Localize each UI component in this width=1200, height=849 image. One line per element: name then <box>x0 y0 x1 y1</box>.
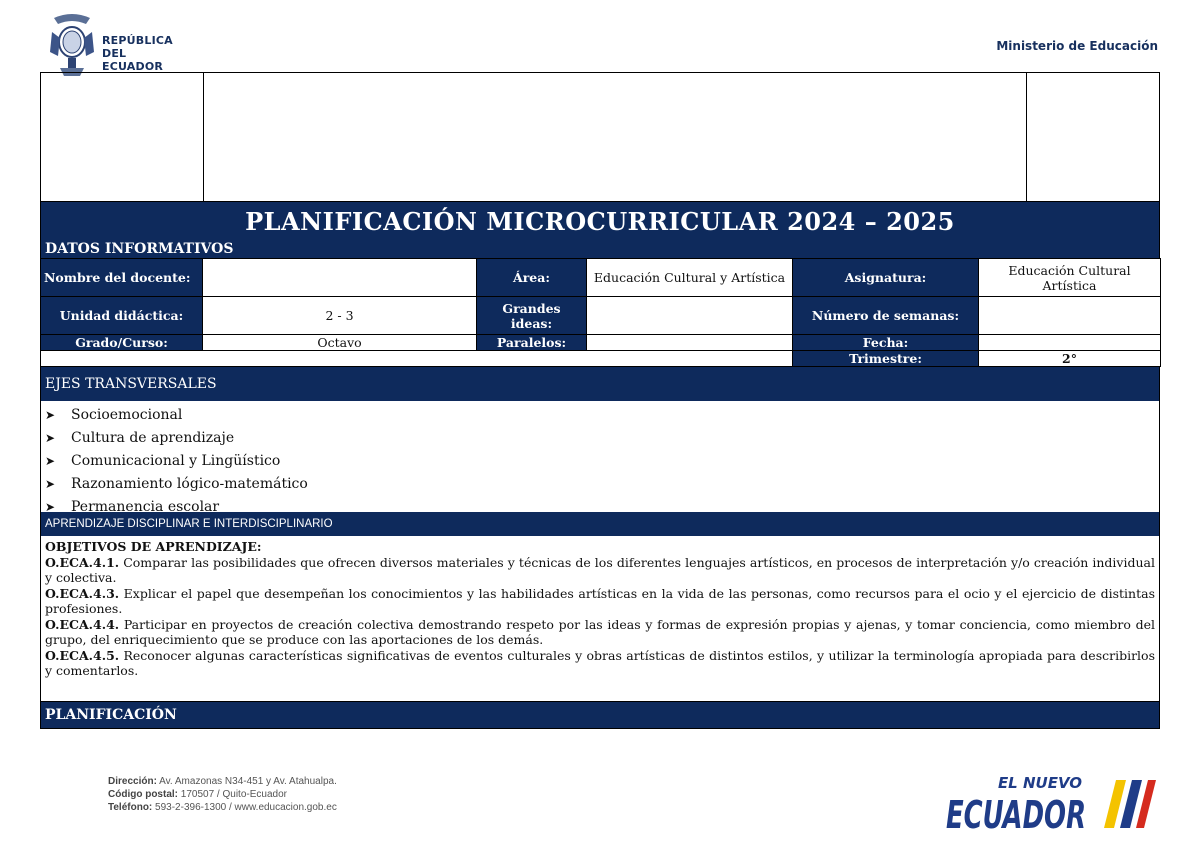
area-value[interactable]: Educación Cultural y Artística <box>587 259 793 297</box>
datos-informativos-heading: DATOS INFORMATIVOS <box>40 240 1160 258</box>
el-nuevo-ecuador-logo <box>940 772 1160 834</box>
trimestre-label: Trimestre: <box>793 351 979 367</box>
objetivo-text: Reconocer algunas características significativas de eventos culturales y obras artísticas de distintos estilos, y utilizar la terminología apropiada para describirlos y comentarlos. <box>45 647 1155 678</box>
blank-cell-left <box>41 73 204 201</box>
objetivo-text: Explicar el papel que desempeñan los conocimientos y las habilidades artísticas en la vida de las personas, como recursos para el ocio y el ejercicio de distintas profesiones. <box>45 585 1155 616</box>
ejes-list <box>40 401 1160 515</box>
planificacion-heading: PLANIFICACIÓN <box>40 701 1160 729</box>
aprendizaje-heading: APRENDIZAJE DISCIPLINAR E INTERDISCIPLINARIO <box>40 512 1160 536</box>
list-item <box>45 472 1159 495</box>
objetivos-block <box>40 536 1160 701</box>
planning-document <box>40 72 1160 729</box>
objetivo-item <box>45 586 1155 617</box>
arrow-bullet-icon: ➤ <box>45 476 56 491</box>
objetivos-heading: OBJETIVOS DE APRENDIZAJE: <box>45 539 262 554</box>
direccion-label: Dirección: <box>108 776 157 787</box>
objetivo-code: O.ECA.4.3. <box>45 585 120 601</box>
ejes-transversales-heading: EJES TRANSVERSALES <box>40 367 1160 401</box>
republica-text: REPÚBLICA <box>102 34 173 47</box>
eje-label: Cultura de aprendizaje <box>71 429 235 446</box>
list-item <box>45 449 1159 472</box>
objetivo-code: O.ECA.4.4. <box>45 616 120 632</box>
footer-address <box>108 775 337 814</box>
grandes-ideas-label: Grandes ideas: <box>477 297 587 335</box>
eje-label: Comunicacional y Lingüístico <box>71 452 281 469</box>
fecha-value[interactable] <box>979 335 1161 351</box>
ecuador-coat-of-arms-icon <box>46 12 98 78</box>
brand-big-text: ECUADOR <box>946 793 1086 834</box>
semanas-value[interactable] <box>979 297 1161 335</box>
brand-small-text: EL NUEVO <box>997 774 1083 792</box>
grado-label: Grado/Curso: <box>41 335 203 351</box>
unidad-label: Unidad didáctica: <box>41 297 203 335</box>
objetivo-code: O.ECA.4.1. <box>45 554 120 570</box>
codigo-postal-label: Código postal: <box>108 789 178 800</box>
objetivo-item <box>45 555 1155 586</box>
grandes-ideas-value[interactable] <box>587 297 793 335</box>
arrow-bullet-icon: ➤ <box>45 430 56 445</box>
objetivo-item <box>45 648 1155 679</box>
area-label: Área: <box>477 259 587 297</box>
asignatura-value[interactable]: Educación Cultural Artística <box>979 259 1161 297</box>
grado-value[interactable]: Octavo <box>203 335 477 351</box>
direccion-value: Av. Amazonas N34-451 y Av. Atahualpa. <box>156 776 337 787</box>
semanas-label: Número de semanas: <box>793 297 979 335</box>
republica-logo <box>46 12 186 80</box>
objetivo-item <box>45 617 1155 648</box>
empty-cell <box>41 351 793 367</box>
datos-informativos-table <box>40 258 1161 367</box>
telefono-value: 593-2-396-1300 / www.educacion.gob.ec <box>152 802 337 813</box>
list-item <box>45 403 1159 426</box>
eje-label: Socioemocional <box>71 406 183 423</box>
arrow-bullet-icon: ➤ <box>45 453 56 468</box>
paralelos-label: Paralelos: <box>477 335 587 351</box>
list-item <box>45 426 1159 449</box>
eje-label: Razonamiento lógico-matemático <box>71 475 308 492</box>
docente-value[interactable] <box>203 259 477 297</box>
objetivo-code: O.ECA.4.5. <box>45 647 120 663</box>
fecha-label: Fecha: <box>793 335 979 351</box>
objetivo-text: Comparar las posibilidades que ofrecen diversos materiales y técnicas de los diferentes lenguajes artísticos, en procesos de interpretación y/o creación individual y colectiva. <box>45 554 1155 585</box>
arrow-bullet-icon: ➤ <box>45 499 56 514</box>
telefono-label: Teléfono: <box>108 802 153 813</box>
blank-cell-right <box>1026 73 1159 201</box>
page-title: PLANIFICACIÓN MICROCURRICULAR 2024 – 2025 <box>40 202 1160 240</box>
del-ecuador-text: DEL ECUADOR <box>102 47 164 73</box>
eje-label: Permanencia escolar <box>71 498 220 515</box>
trimestre-value[interactable]: 2° <box>979 351 1161 367</box>
objetivo-text: Participar en proyectos de creación colectiva demostrando respeto por las ideas y formas de expresión propias y ajenas, y tomar conciencia, como miembro del grupo, del enriquecimiento que se produce con las aportaciones de los demás. <box>45 616 1155 647</box>
ministry-name: Ministerio de Educación <box>996 39 1158 53</box>
asignatura-label: Asignatura: <box>793 259 979 297</box>
docente-label: Nombre del docente: <box>41 259 203 297</box>
unidad-value[interactable]: 2 - 3 <box>203 297 477 335</box>
arrow-bullet-icon: ➤ <box>45 407 56 422</box>
codigo-postal-value: 170507 / Quito-Ecuador <box>178 789 287 800</box>
paralelos-value[interactable] <box>587 335 793 351</box>
header-blank-row <box>40 72 1160 202</box>
